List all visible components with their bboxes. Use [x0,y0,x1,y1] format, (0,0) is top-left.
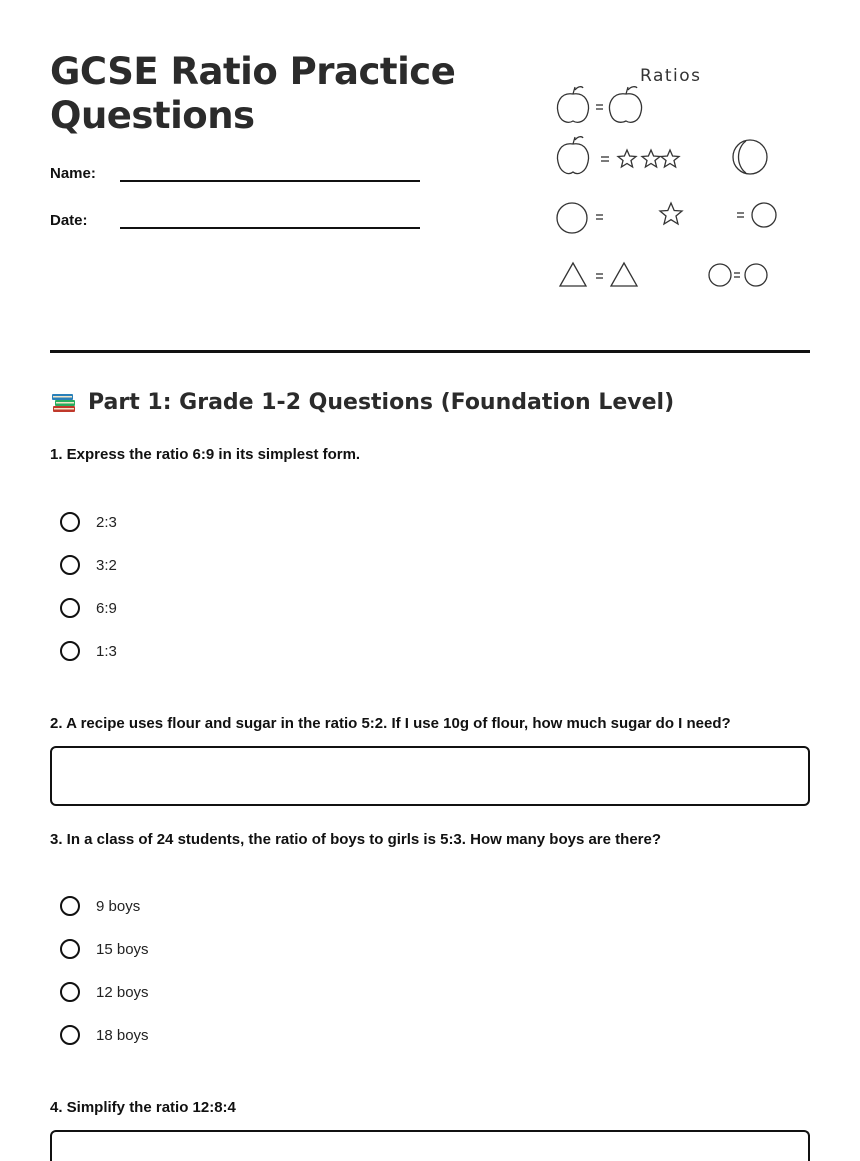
radio-button[interactable] [60,641,80,661]
radio-button[interactable] [60,1025,80,1045]
q3-option-4[interactable] [60,1022,149,1048]
part1-heading [50,388,674,416]
radio-button[interactable] [60,555,80,575]
q3-option-3[interactable] [60,979,149,1005]
radio-button[interactable] [60,896,80,916]
option-label: 3:2 [96,556,117,574]
page-title: GCSE Ratio Practice Questions [50,50,456,137]
question-3-text: 3. In a class of 24 students, the ratio of boys to girls is 5:3. How many boys are there? [50,831,662,848]
q1-option-2[interactable] [60,552,117,578]
date-input[interactable] [120,227,420,229]
radio-button[interactable] [60,598,80,618]
q4-answer-box[interactable] [50,1130,810,1161]
illustration-caption: Ratios [640,66,702,86]
question-4-text: 4. Simplify the ratio 12:8:4 [50,1099,236,1116]
option-label: 1:3 [96,642,117,660]
question-2-text: 2. A recipe uses flour and sugar in the ratio 5:2. If I use 10g of flour, how much sugar do I need? [50,715,731,732]
q3-option-1[interactable] [60,893,140,919]
date-label: Date: [50,212,88,229]
question-1-text: 1. Express the ratio 6:9 in its simplest form. [50,446,361,463]
q2-answer-box[interactable] [50,746,810,806]
option-label: 15 boys [96,940,149,958]
radio-button[interactable] [60,982,80,1002]
q1-option-3[interactable] [60,595,117,621]
q1-option-4[interactable] [60,638,117,664]
date-field-row [50,212,420,242]
option-label: 6:9 [96,599,117,617]
radio-button[interactable] [60,939,80,959]
name-field-row [50,165,420,195]
option-label: 9 boys [96,897,141,915]
q3-option-2[interactable] [60,936,149,962]
ratio-doodle-icon [550,60,810,310]
option-label: 12 boys [96,983,149,1001]
name-label: Name: [50,165,96,182]
option-label: 18 boys [96,1026,149,1044]
part1-heading-text: Part 1: Grade 1-2 Questions (Foundation Level) [88,389,675,415]
ratio-illustration [550,60,810,310]
option-label: 2:3 [96,513,117,531]
radio-button[interactable] [60,512,80,532]
q1-option-1[interactable] [60,509,117,535]
section-divider [50,350,810,353]
books-icon [50,388,78,416]
name-input[interactable] [120,180,420,182]
